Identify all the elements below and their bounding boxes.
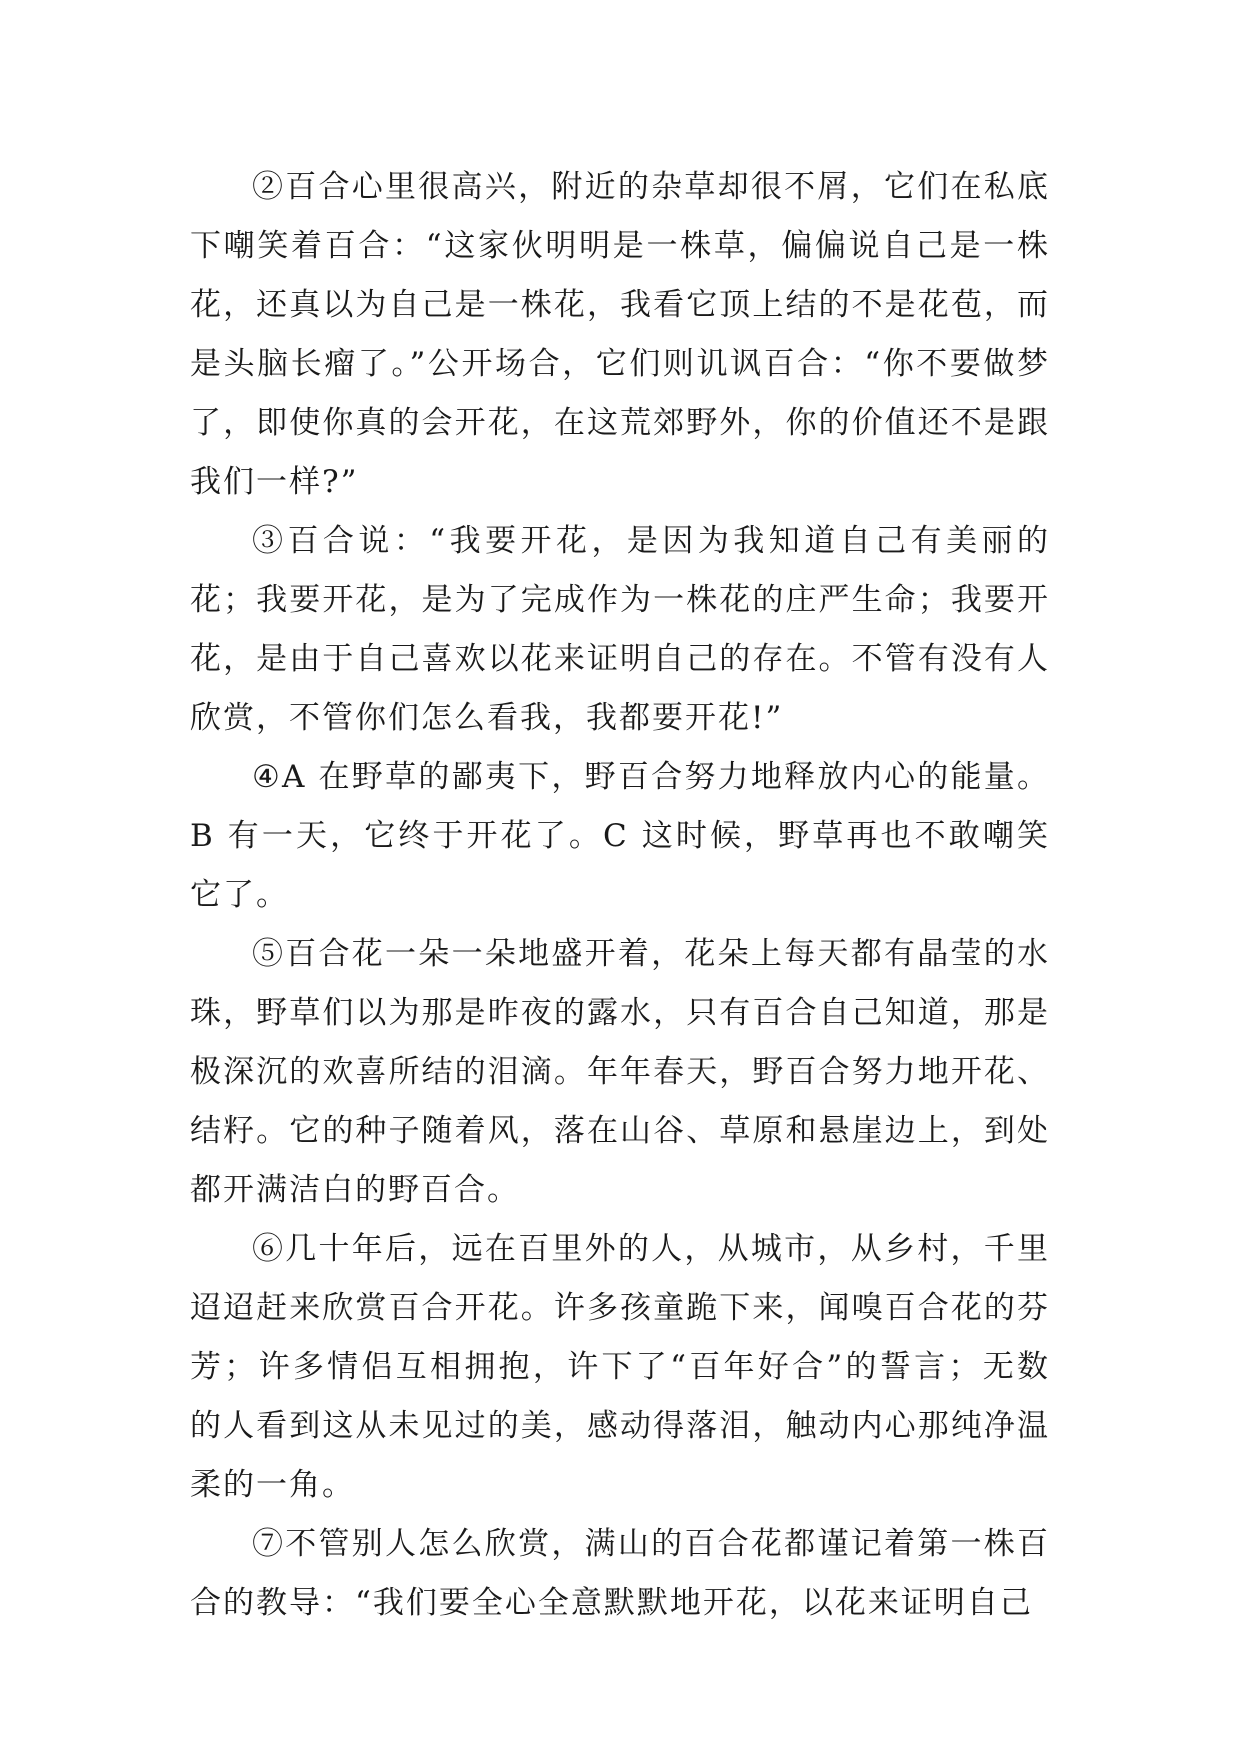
paragraph-2: ②百合心里很高兴，附近的杂草却很不屑，它们在私底下嘲笑着百合：“这家伙明明是一株草，偏偏说自己是一株花，还真以为自己是一株花，我看它顶上结的不是花苞，而是头脑长瘤了。”公开场合，它们则讥讽百合：“你不要做梦了，即使你真的会开花，在这荒郊野外，你的价值还不是跟我们一样?” (190, 169, 1050, 500)
paragraph-3: ③百合说：“我要开花，是因为我知道自己有美丽的花；我要开花，是为了完成作为一株花的庄严生命；我要开花，是由于自己喜欢以花来证明自己的存在。不管有没有人欣赏，不管你们怎么看我，我都要开花!” (190, 523, 1050, 736)
paragraph-6: ⑥几十年后，远在百里外的人，从城市，从乡村，千里迢迢赶来欣赏百合开花。许多孩童跪下来，闻嗅百合花的芬芳；许多情侣互相拥抱，许下了“百年好合”的誓言；无数的人看到这从未见过的美，感动得落泪，触动内心那纯净温柔的一角。 (190, 1231, 1050, 1503)
paragraph-5: ⑤百合花一朵一朵地盛开着，花朵上每天都有晶莹的水珠，野草们以为那是昨夜的露水，只有百合自己知道，那是极深沉的欢喜所结的泪滴。年年春天，野百合努力地开花、结籽。它的种子随着风，落在山谷、草原和悬崖边上，到处都开满洁白的野百合。 (190, 936, 1050, 1208)
paragraph-7: ⑦不管别人怎么欣赏，满山的百合花都谨记着第一株百合的教导：“我们要全心全意默默地开花，以花来证明自己 (190, 1526, 1050, 1621)
article-body (190, 158, 1050, 1633)
paragraph-4: ④A 在野草的鄙夷下，野百合努力地释放内心的能量。B 有一天，它终于开花了。C 这时候，野草再也不敢嘲笑它了。 (190, 759, 1050, 913)
